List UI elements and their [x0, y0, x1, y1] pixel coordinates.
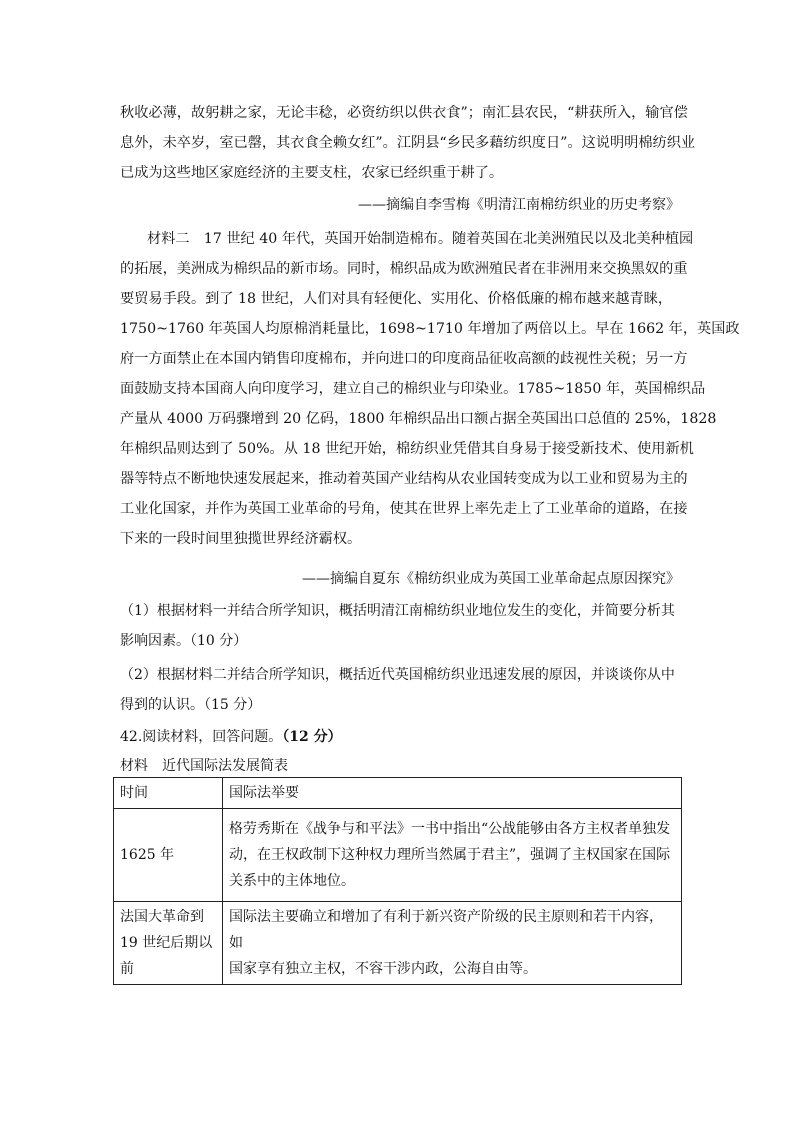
- text-line: 息外，未卒岁，室已罄，其衣食全赖女红”。江阴县“乡民多藉纺织度日”。这说明明棉纺织业: [120, 135, 696, 151]
- question-2: [120, 660, 680, 720]
- question-42-title: [120, 722, 680, 752]
- table-row: [114, 809, 682, 902]
- text-line: 秋收必薄，故躬耕之家，无论丰稔，必资纺织以供衣食”；南汇县农民，“耕获所入，输官偿: [120, 105, 688, 121]
- text-line: 要贸易手段。到了 18 世纪，人们对具有轻便化、实用化、价格低廉的棉布越来越青睐，: [120, 291, 673, 307]
- cell-line: 国际法主要确立和增加了有利于新兴资产阶级的民主原则和若干内容，如: [229, 909, 663, 951]
- law-table: [113, 777, 682, 985]
- cell-line: 法国大革命到: [120, 909, 204, 925]
- text-line: 年棉织品则达到了 50%。从 18 世纪开始，棉纺织业凭借其自身易于接受新技术、使用新机: [120, 441, 694, 457]
- table-cell-time: [114, 902, 223, 985]
- text-line: 1750~1760 年英国人均原棉消耗量比，1698~1710 年增加了两倍以上。早在 1662 年，英国政: [120, 321, 740, 337]
- table-row: [114, 902, 682, 985]
- text-line: 府一方面禁止在本国内销售印度棉布，并向进口的印度商品征收高额的歧视性关税；另一方: [120, 351, 688, 367]
- text-line: 器等特点不断地快速发展起来，推动着英国产业结构从农业国转变成为以工业和贸易为主的: [120, 471, 688, 487]
- text-line: 影响因素。（10 分）: [120, 633, 248, 649]
- question-42-text: 42.阅读材料，回答问题。: [120, 729, 283, 745]
- text-line: 产量从 4000 万码骤增到 20 亿码，1800 年棉织品出口额占据全英国出口总值的 25%，1828: [120, 411, 717, 427]
- text-line: 材料二 17 世纪 40 年代，英国开始制造棉布。随着英国在北美洲殖民以及北美种植园: [147, 231, 694, 247]
- text-line: 工业化国家，并作为英国工业革命的号角，使其在世界上率先走上了工业革命的道路，在接: [120, 501, 688, 517]
- text-line: （1）根据材料一并结合所学知识，概括明清江南棉纺织业地位发生的变化，并简要分析其: [120, 603, 675, 619]
- material2-source: ——摘编自夏东《棉纺织业成为英国工业革命起点原因探究》: [302, 571, 680, 587]
- cell-line: 格劳秀斯在《战争与和平法》一书中指出“公战能够由各方主权者单独发: [229, 821, 671, 837]
- cell-line: 关系中的主体地位。: [229, 873, 355, 889]
- question-42-points: （12 分）: [282, 729, 342, 745]
- text-line: 下来的一段时间里独揽世界经济霸权。: [120, 531, 362, 547]
- text-line: 得到的认识。（15 分）: [120, 697, 262, 713]
- text-line: 面鼓励支持本国商人向印度学习，建立自己的棉织业与印染业。1785~1850 年，英国棉织品: [120, 381, 706, 397]
- cell-line: 前: [120, 961, 134, 977]
- text-line: 已成为这些地区家庭经济的主要支柱，农家已经织重于耕了。: [120, 165, 504, 181]
- material1-text: [120, 98, 696, 188]
- question-1: [120, 596, 680, 656]
- material1-source: ——摘编自李雪梅《明清江南棉纺织业的历史考察》: [358, 197, 680, 213]
- material2-first-line: [147, 224, 694, 254]
- table-header-cell: 时间: [114, 778, 223, 809]
- cell-line: 动，在王权政制下这种权力理所当然属于君主”，强调了主权国家在国际: [229, 847, 671, 863]
- table-header-row: [114, 778, 682, 809]
- table-cell-content: [223, 902, 682, 985]
- table-header-cell: 国际法举要: [223, 778, 682, 809]
- cell-line: 国家享有独立主权，不容干涉内政，公海自由等。: [229, 961, 537, 977]
- text-line: （2）根据材料二并结合所学知识，概括近代英国棉纺织业迅速发展的原因，并谈谈你从中: [120, 667, 675, 683]
- table-cell-time: 1625 年: [114, 809, 223, 902]
- material2-text: [120, 254, 740, 554]
- table-caption: 材料 近代国际法发展简表: [120, 758, 288, 774]
- cell-line: 19 世纪后期以: [120, 935, 213, 951]
- text-line: 的拓展，美洲成为棉织品的新市场。同时，棉织品成为欧洲殖民者在非洲用来交换黑奴的重: [120, 261, 688, 277]
- table-cell-content: [223, 809, 682, 902]
